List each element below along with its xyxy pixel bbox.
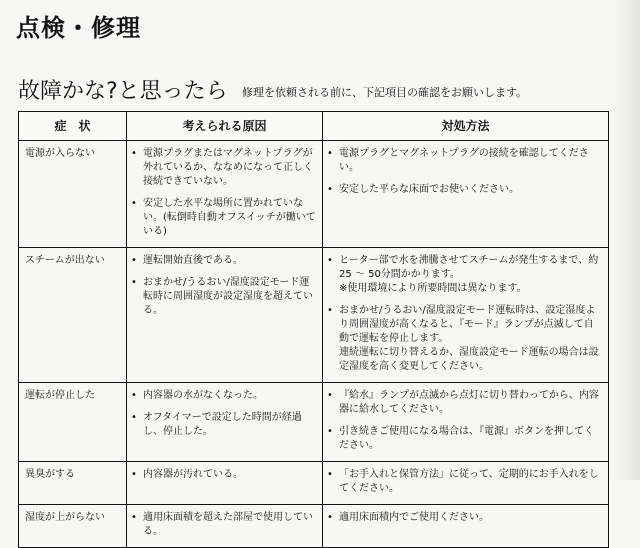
remedy-text: 安定した平らな床面でお使いください。 [339,184,519,195]
remedy-text: 適用床面積内でご使用ください。 [339,512,489,523]
remedy-cell [323,248,609,383]
remedy-text: ヒーター部で水を沸騰させてスチームが発生するまで、約25 ～ 50分間かかります。 [339,255,599,280]
bullet-icon: • [131,277,137,288]
bullet-icon: • [131,412,137,423]
remedy-item [327,147,602,175]
remedy-item [327,304,602,374]
section-title: 故障かな?と思ったら [18,79,228,104]
cause-item [131,276,316,318]
bullet-icon: • [131,469,137,480]
cause-text: 運転開始直後である。 [143,255,243,266]
cause-item [131,254,316,268]
cause-cell [127,141,323,248]
remedy-text: 「お手入れと保管方法」に従って、定期的にお手入れをしてください。 [339,469,599,494]
cause-text: 適用床面積を超えた部屋で使用している。 [143,512,313,537]
table-row [19,141,609,248]
remedy-note: ※使用環境により所要時間は異なります。 [339,283,527,294]
header-cause: 考えられる原因 [127,112,323,141]
remedy-cell [323,383,609,462]
remedy-text: 引き続きご使用になる場合は、『電源』ボタンを押してください。 [339,426,594,451]
remedy-item [327,511,602,525]
bullet-icon: • [327,390,333,401]
symptom-cell: スチームが出ない [19,248,127,383]
remedy-item [327,183,602,197]
cause-item [131,511,316,539]
table-row [19,383,609,462]
table-row [19,248,609,383]
remedy-text: 『給水』ランプが点滅から点灯に切り替わってから、内容器に給水してください。 [339,390,599,415]
bullet-icon: • [327,184,333,195]
table-row [19,462,609,505]
cause-text: 電源プラグまたはマグネットプラグが外れているか、ななめになって正しく接続できていない。 [143,148,313,187]
bullet-icon: • [327,512,333,523]
header-remedy: 対処方法 [323,112,609,141]
table-row [19,505,609,548]
remedy-text: おまかせ/うるおい/湿度設定モード運転時は、設定湿度より周囲湿度が高くなると、『モード』ランプが点滅して自動で運転を停止します。 [339,305,596,344]
cause-cell [127,505,323,548]
remedy-cell [323,141,609,248]
remedy-cell [323,505,609,548]
bullet-icon: • [131,390,137,401]
cause-cell [127,383,323,462]
cause-cell [127,248,323,383]
header-symptom: 症 状 [19,112,127,141]
bullet-icon: • [131,148,137,159]
cause-item [131,389,316,403]
cause-item [131,197,316,239]
troubleshooting-table [18,111,609,548]
page-title: 点検・修理 [16,14,141,42]
remedy-text: 電源プラグとマグネットプラグの接続を確認してください。 [339,148,589,173]
cause-item [131,147,316,189]
cause-text: おまかせ/うるおい/湿度設定モード運転時に周囲湿度が設定湿度を超えている。 [143,277,313,316]
remedy-item [327,389,602,417]
page-edge-shadow [614,0,640,480]
bullet-icon: • [327,305,333,316]
bullet-icon: • [327,469,333,480]
symptom-cell: 電源が入らない [19,141,127,248]
remedy-cell [323,462,609,505]
remedy-note: 連続運転に切り替えるか、湿度設定モード運転の場合は設定湿度を高く変更してください。 [339,347,599,372]
remedy-item [327,425,602,453]
cause-text: 安定した水平な場所に置かれていない。(転倒時自動オフスイッチが働いている) [143,198,316,237]
bullet-icon: • [131,512,137,523]
cause-item [131,411,316,439]
bullet-icon: • [327,255,333,266]
bullet-icon: • [131,198,137,209]
symptom-cell: 湿度が上がらない [19,505,127,548]
section-note: 修理を依頼される前に、下記項目の確認をお願いします。 [242,86,528,99]
cause-text: オフタイマーで設定した時間が経過し、停止した。 [143,412,302,437]
symptom-cell: 異臭がする [19,462,127,505]
table-header-row [19,112,609,141]
cause-text: 内容器が汚れている。 [143,469,243,480]
symptom-cell: 運転が停止した [19,383,127,462]
remedy-item [327,468,602,496]
bullet-icon: • [327,426,333,437]
cause-cell [127,462,323,505]
bullet-icon: • [327,148,333,159]
remedy-item [327,254,602,296]
cause-text: 内容器の水がなくなった。 [143,390,263,401]
bullet-icon: • [131,255,137,266]
